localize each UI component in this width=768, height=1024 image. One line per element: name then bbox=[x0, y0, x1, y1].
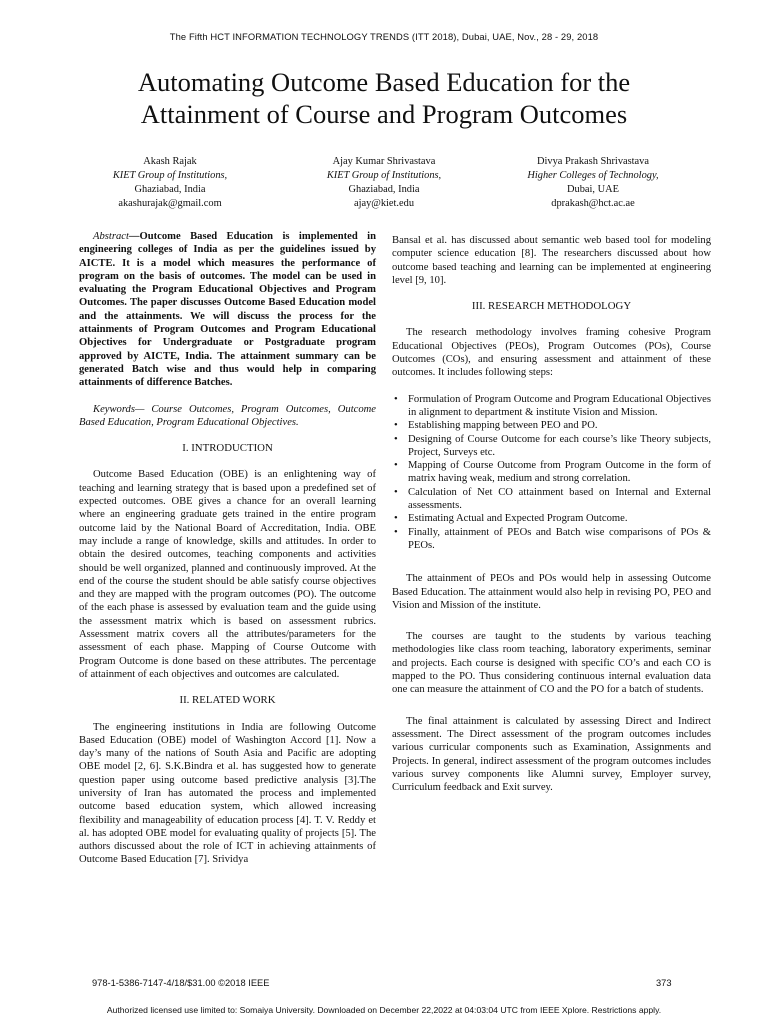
related-work-continued: Bansal et al. has discussed about semantic web based tool for modeling computer science education [8]. The researchers discussed about how outcome based teaching and learning can be implemented at engineering level [9, 10]. bbox=[392, 235, 711, 286]
license-notice: Authorized licensed use limited to: Somaiya University. Downloaded on December 22,2022 at 04:03:04 UTC from IEEE Xplore. Restrictions apply. bbox=[106, 1005, 662, 1015]
list-item: • Mapping of Course Outcome from Program Outcome in the form of matrix having weak, medium and strong correlation. bbox=[392, 459, 711, 486]
methodology-paragraph: The research methodology involves framing cohesive Program Educational Objectives (PEOs), Program Outcomes (POs), Course Outcomes (COs), and ensuring assessment and attainment of these outcomes. It includes following steps: bbox=[392, 327, 711, 379]
author-email: akashurajak@gmail.com bbox=[118, 198, 222, 209]
author-email: ajay@kiet.edu bbox=[353, 198, 415, 209]
paper-title bbox=[0, 66, 768, 130]
right-column bbox=[392, 234, 711, 794]
author-affiliation: KIET Group of Institutions, bbox=[112, 170, 228, 181]
list-item: • Designing of Course Outcome for each course’s like Theory subjects, Project, Surveys etc. bbox=[392, 433, 711, 460]
title-line-2: Attainment of Course and Program Outcomes bbox=[140, 99, 628, 129]
list-item: • Estimating Actual and Expected Program Outcome. bbox=[392, 512, 711, 525]
author-location: Dubai, UAE bbox=[567, 184, 619, 195]
methodology-steps-list bbox=[392, 393, 711, 553]
final-attainment-paragraph: The final attainment is calculated by assessing Direct and Indirect assessment. The Direct assessment of the program outcomes includes various curricular components such as Examination, Assignments and Projects. In general, indirect assessment of the program outcomes includes various survey components like Alumni survey, Employer survey, Curriculum feedback and Exit survey. bbox=[392, 715, 711, 794]
list-item: • Finally, attainment of PEOs and Batch wise comparisons of POs & PEOs. bbox=[392, 526, 711, 553]
abstract bbox=[79, 230, 376, 390]
introduction-paragraph: Outcome Based Education (OBE) is an enlightening way of teaching and learning strategy that is based upon a predefined set of expected outcomes. OBE gives a chance for an overall learning where an engineering graduate gets trained in the entire program outcome laid by the National Board of Accreditation, India. OBE may include a range of knowledge, skills and attitudes. In order to obtain the desired outcomes, teaching components and activities should be well organized, planned and continuously improved. At the end of the course the student should be able satisfy course objectives and they are mapped with the program outcomes (PO). The outcome of the each phase is assessed by evaluation team and the guide using the assessment matrix which is based on assessment rubrics. Assessment matrix covers all the attributes/parameters for the assessment of each phase. Mapping of Course Outcome with Program Outcome is done based on these attributes. The percentage of attainment of each objectives and outcomes are calculated. bbox=[79, 469, 376, 680]
section-heading-related-work: II. RELATED WORK bbox=[179, 694, 276, 707]
author-location: Ghaziabad, India bbox=[134, 184, 206, 195]
section-heading-methodology: III. RESEARCH METHODOLOGY bbox=[471, 300, 632, 313]
author-location: Ghaziabad, India bbox=[348, 184, 420, 195]
attainment-paragraph: The attainment of PEOs and POs would help in assessing Outcome Based Education. The attainment would also help in revising PO, PEO and Vision and Mission of the institute. bbox=[392, 573, 711, 611]
author-affiliation: Higher Colleges of Technology, bbox=[527, 170, 659, 181]
related-work-paragraph: The engineering institutions in India are following Outcome Based Education (OBE) model of Washington Accord [1]. Now a day’s many of the nations of South Asia and Pacific are adopting OBE model [2, 6]. S.K.Bindra et al. has suggested how to generate question paper using outcome based predictive analysis [3].The university of Iran has automated the process and implemented outcome based education system, which allowed increasing flexibility and manageability of education process [4]. T. V. Reddy et al. has adopted OBE model for evaluating quality of projects [5]. The authors discussed about the role of ICT in achieving attainments of Outcome Based Education [7]. Srividya bbox=[79, 721, 376, 866]
author-name: Ajay Kumar Shrivastava bbox=[332, 156, 436, 167]
courses-paragraph: The courses are taught to the students by various teaching methodologies like class room teaching, laboratory experiments, seminar and projects. Each course is designed with specific CO’s and each CO is mapped to the PO. Thus considering continuous internal evaluation data one can measure the attainment of CO and the PO for a batch of students. bbox=[392, 631, 711, 696]
conference-header: The Fifth HCT INFORMATION TECHNOLOGY TRENDS (ITT 2018), Dubai, UAE, Nov., 28 - 29, 2018 bbox=[169, 31, 599, 42]
author-affiliation: KIET Group of Institutions, bbox=[326, 170, 442, 181]
list-item: • Establishing mapping between PEO and PO. bbox=[392, 419, 711, 432]
author-block-1 bbox=[70, 155, 270, 211]
section-heading-introduction: I. INTRODUCTION bbox=[182, 442, 273, 455]
author-block-3 bbox=[493, 155, 693, 211]
list-item: • Formulation of Program Outcome and Program Educational Objectives in alignment to department & institute Vision and Mission. bbox=[392, 393, 711, 420]
page-number: 373 bbox=[656, 978, 672, 988]
author-block-2 bbox=[284, 155, 484, 211]
abstract-label: Abstract bbox=[93, 231, 129, 242]
list-item: • Calculation of Net CO attainment based on Internal and External assessments. bbox=[392, 486, 711, 513]
author-name: Akash Rajak bbox=[143, 156, 197, 167]
author-email: dprakash@hct.ac.ae bbox=[551, 198, 635, 209]
author-name: Divya Prakash Shrivastava bbox=[537, 156, 649, 167]
abstract-text: —Outcome Based Education is implemented in engineering colleges of India as per the guidelines issued by AICTE. It is a model which measures the performance of program on the basis of outcomes. The model can be used in evaluating the Program Educational Objectives and Program Outcomes. The paper discusses Outcome Based Education model and the attainments. We will discuss the process for the attainments of Program Outcomes and Program Educational Objectives for Undergraduate or Postgraduate program approved by AICTE, India. The attainment summary can be generated Batch wise and thus would help in comparing attainments of difference Batches. bbox=[79, 231, 376, 389]
left-column bbox=[79, 230, 376, 867]
copyright-footer: 978-1-5386-7147-4/18/$31.00 ©2018 IEEE bbox=[92, 978, 270, 988]
keywords: Keywords— Course Outcomes, Program Outcomes, Outcome Based Education, Program Educational Objectives. bbox=[79, 403, 376, 428]
title-line-1: Automating Outcome Based Education for the bbox=[137, 67, 631, 97]
